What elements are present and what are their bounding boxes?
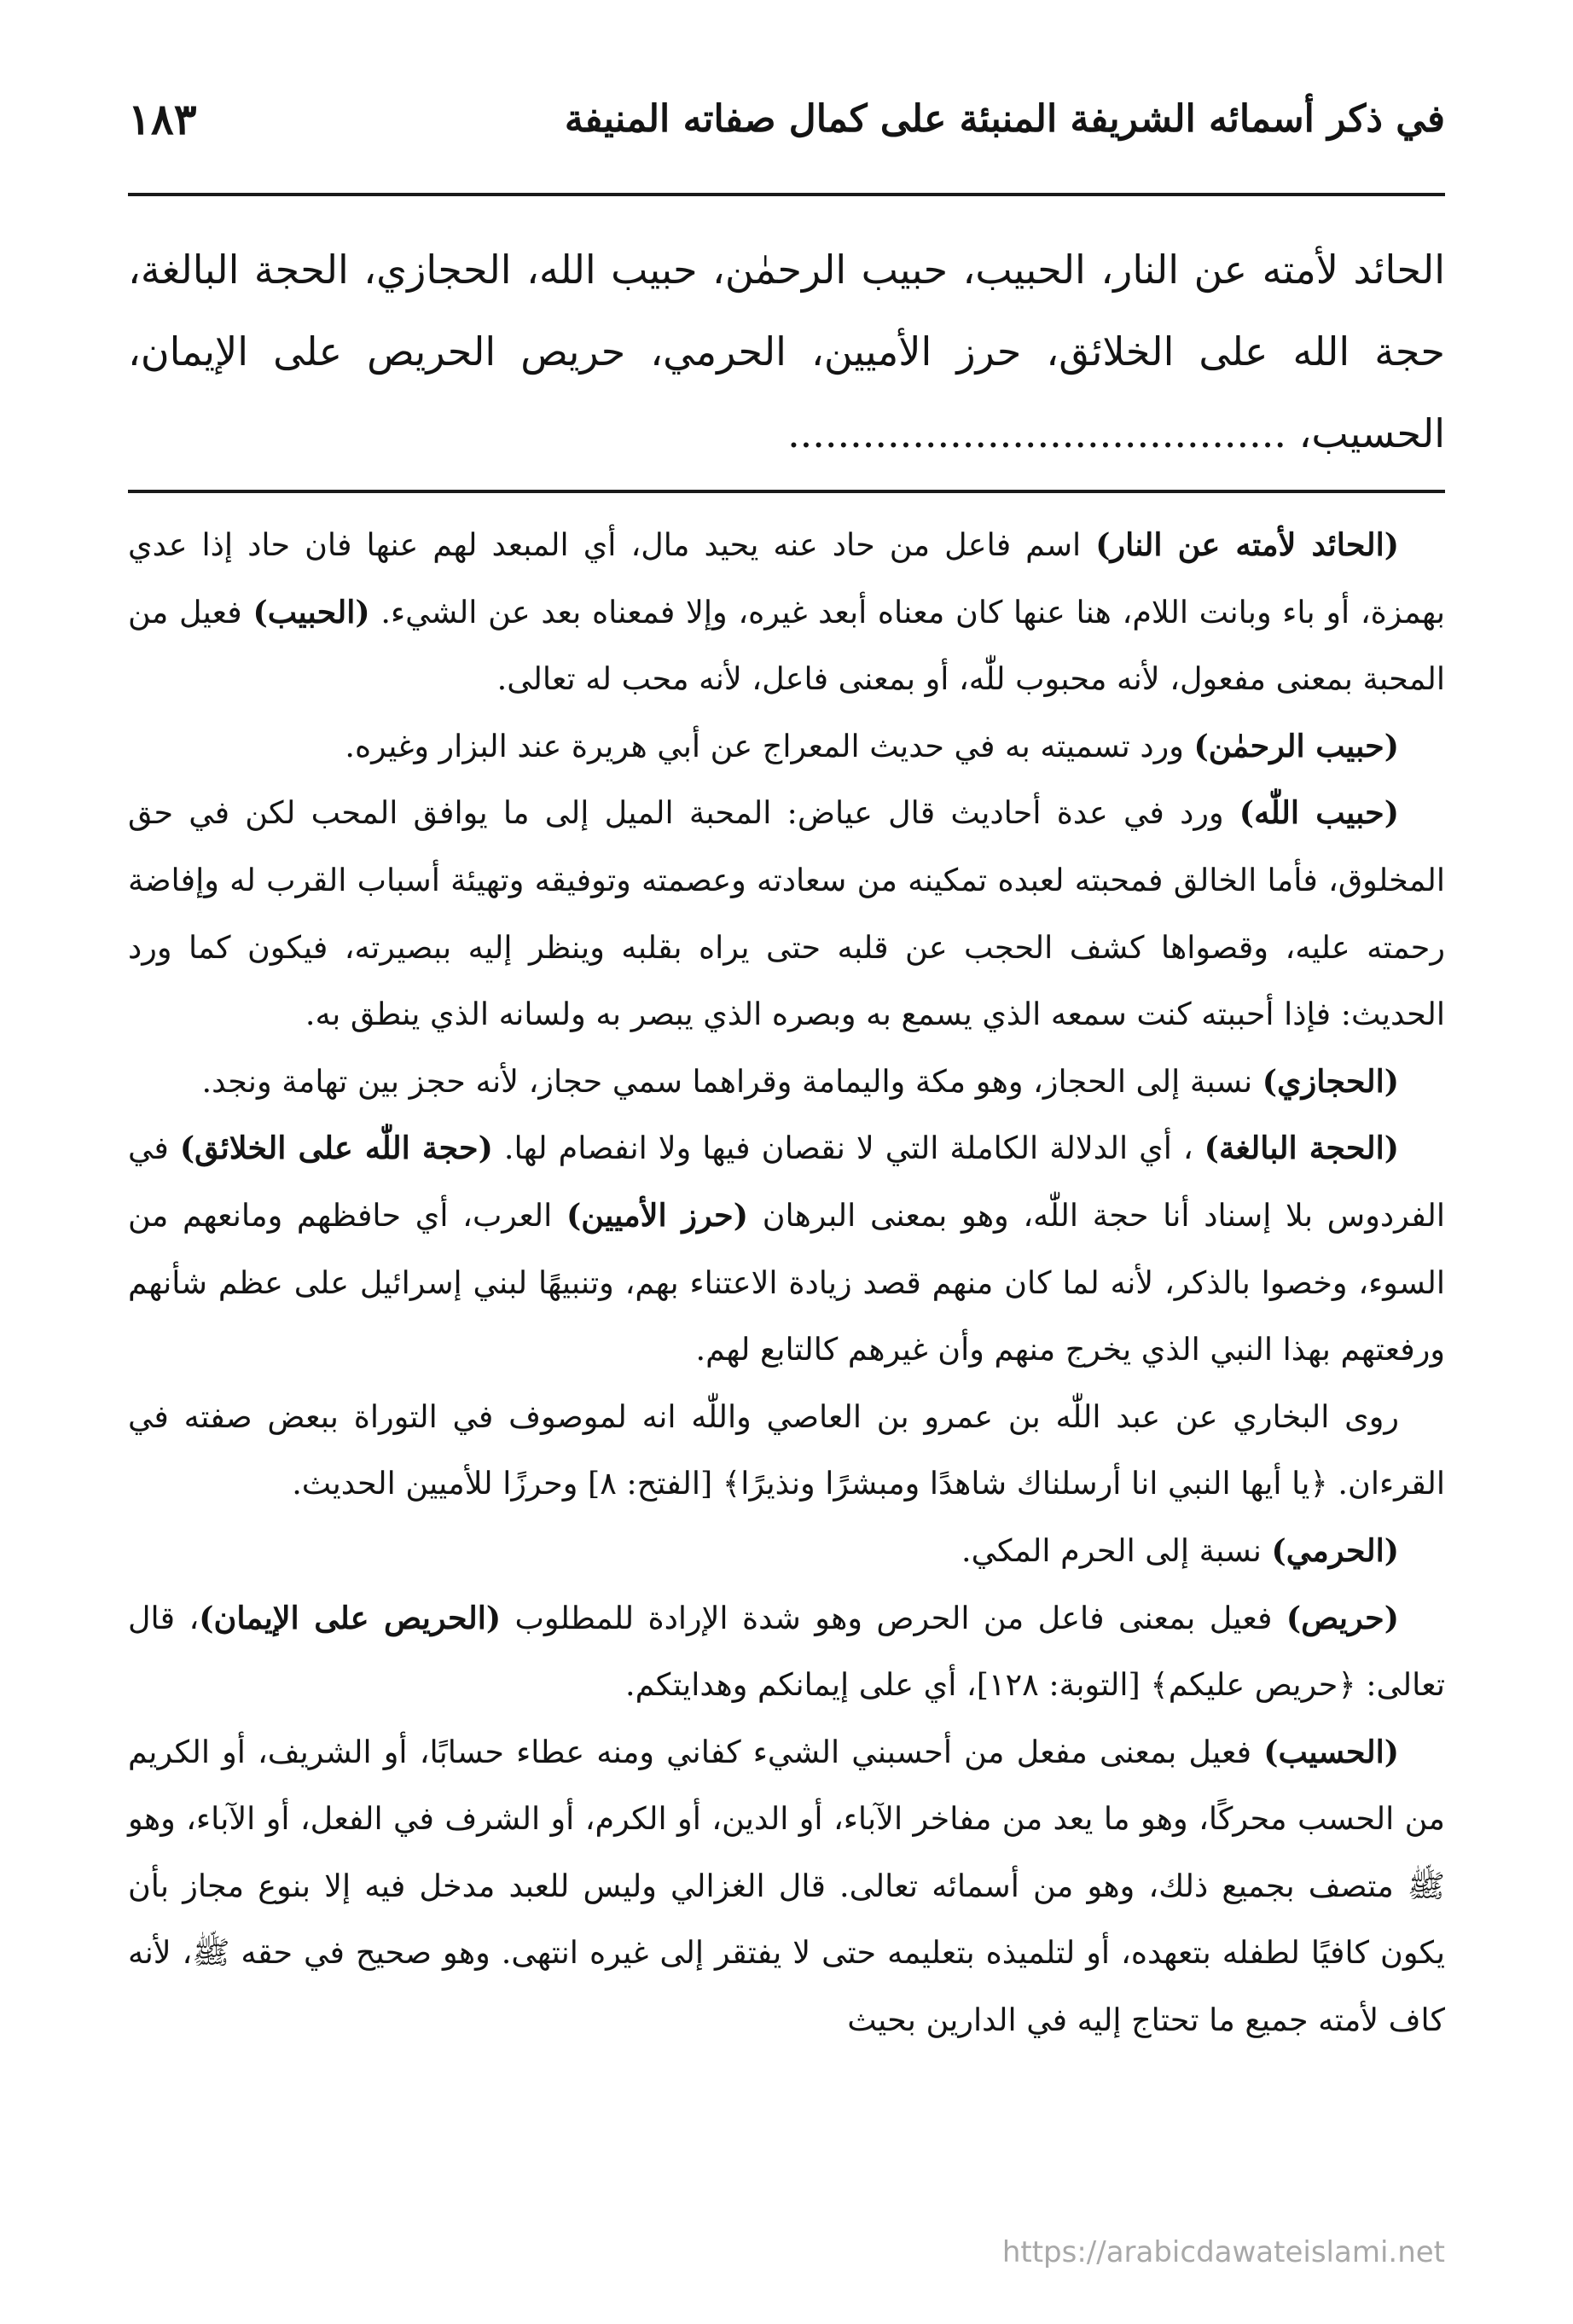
paragraph-text: ، قال تعالى: ﴿حريص عليكم﴾ [التوبة: ١٢٨]، أي على إيمانكم وهدايتكم. xyxy=(128,1599,1445,1704)
commentary-paragraph xyxy=(128,780,1445,1048)
defined-term: (حرز الأميين) xyxy=(566,1196,748,1234)
commentary-paragraph xyxy=(128,512,1445,713)
commentary-paragraph xyxy=(128,1384,1445,1518)
defined-term: (الحرمي) xyxy=(1271,1531,1399,1569)
defined-term: (الحبيب) xyxy=(252,593,370,630)
paragraph-text: ورد تسميته به في حديث المعراج عن أبي هريرة عند البزار وغيره. xyxy=(345,727,1194,764)
commentary-body xyxy=(128,512,1445,2218)
commentary-paragraph xyxy=(128,1049,1445,1116)
running-title: في ذكر أسمائه الشريفة المنبئة على كمال صفاته المنيفة xyxy=(564,97,1445,141)
header-rule xyxy=(128,193,1445,196)
defined-term: (حبيب الرحمٰن) xyxy=(1193,727,1399,764)
paragraph-text: فعيل بمعنى مفعل من أحسبني الشيء كفاني ومنه عطاء حسابًا، أو الشريف، أو الكريم من الحسب محركًا، وهو ما يعد من مفاخر الآباء، أو الدين، أو الكرم، أو الشرف في الفعل، أو الآباء، وهو ﷺ متصف بجميع ذلك، وهو من أسمائه تعالى. قال الغزالي وليس للعبد مدخل فيه إلا بنوع مجاز بأن يكون كافيًا لطفله بتعهده، أو لتلميذه بتعليمه حتى لا يفتقر إلى غيره انتهى. وهو صحيح في حقه ﷺ، لأنه كاف لأمته جميع ما تحتاج إليه في الدارين بحيث xyxy=(128,1733,1445,2039)
commentary-paragraph xyxy=(128,713,1445,781)
paragraph-text: العرب، أي حافظهم ومانعهم من السوء، وخصوا بالذكر، لأنه لما كان منهم قصد زيادة الاعتناء بهم، وتنبيهًا لبني إسرائيل على عظم شأنهم ورفعتهم بهذا النبي الذي يخرج منهم وأن غيرهم كالتابع لهم. xyxy=(128,1196,1445,1368)
paragraph-text: نسبة إلى الحرم المكي. xyxy=(961,1531,1272,1569)
paragraph-text: نسبة إلى الحجاز، وهو مكة واليمامة وقراهما سمي حجاز، لأنه حجز بين تهامة ونجد. xyxy=(201,1062,1262,1100)
defined-term: (حجة اللّٰه على الخلائق) xyxy=(179,1130,493,1167)
paragraph-text: فعيل من المحبة بمعنى مفعول، لأنه محبوب للّٰه، أو بمعنى فاعل، لأنه محب له تعالى. xyxy=(128,593,1445,698)
paragraph-text: في الفردوس بلا إسناد أنا حجة اللّٰه، وهو بمعنى البرهان xyxy=(128,1130,1445,1234)
commentary-paragraph xyxy=(128,1115,1445,1383)
paragraph-text: ورد في عدة أحاديث قال عياض: المحبة الميل إلى ما يوافق المحب لكن في حق المخلوق، فأما الخالق فمحبته لعبده تمكينه من سعادته وعصمته وتوفيقه وتهيئة أسباب القرب له وإفاضة رحمته عليه، وقصواها كشف الحجب عن قلبه حتى يراه بقلبه وينظر إليه ببصيرته، فيكون كما ورد الحديث: فإذا أحببته كنت سمعه الذي يسمع به وبصره الذي يبصر به ولسانه الذي ينطق به. xyxy=(128,794,1445,1033)
source-watermark: https://arabicdawateislami.net xyxy=(1001,2235,1445,2269)
commentary-paragraph xyxy=(128,1585,1445,1719)
defined-term: (الحريص على الإيمان) xyxy=(199,1599,502,1636)
commentary-paragraph xyxy=(128,1518,1445,1585)
defined-term: (حبيب اللّٰه) xyxy=(1239,794,1400,832)
paragraph-text: ، أي الدلالة الكاملة التي لا نقصان فيها ولا انفصام لها. xyxy=(492,1130,1204,1167)
defined-term: (الحائد لأمته عن النار) xyxy=(1095,526,1399,563)
paragraph-text: روى البخاري عن عبد اللّٰه بن عمرو بن العاصي واللّٰه انه لموصوف في التوراة ببعض صفته في القرءان. ﴿يا أيها النبي انا أرسلناك شاهدًا ومبشرًا ونذيرًا﴾ [الفتح: ٨] وحرزًا للأميين الحديث. xyxy=(128,1397,1445,1502)
names-list-text: الحائد لأمته عن النار، الحبيب، حبيب الرحمٰن، حبيب الله، الحجازي، الحجة البالغة، حجة الله على الخلائق، حرز الأميين، الحرمي، حريص الحريص على الإيمان، الحسيب، ........................................ xyxy=(128,247,1445,456)
defined-term: (الحجازي) xyxy=(1262,1062,1399,1100)
section-rule xyxy=(128,490,1445,493)
defined-term: (الحجة البالغة) xyxy=(1204,1130,1399,1167)
defined-term: (الحسيب) xyxy=(1263,1733,1399,1770)
commentary-paragraph xyxy=(128,1719,1445,2054)
defined-term: (حريص) xyxy=(1286,1599,1399,1636)
paragraph-text: اسم فاعل من حاد عنه يحيد مال، أي المبعد لهم عنها فان حاد إذا عدي بهمزة، أو باء وبانت اللام، هنا عنها كان معناه أبعد غيره، وإلا فمعناه بعد عن الشيء. xyxy=(128,526,1445,630)
page-header xyxy=(128,85,1445,154)
paragraph-text: فعيل بمعنى فاعل من الحرص وهو شدة الإرادة للمطلوب xyxy=(501,1599,1286,1636)
page-number: ١٨٣ xyxy=(128,94,197,144)
